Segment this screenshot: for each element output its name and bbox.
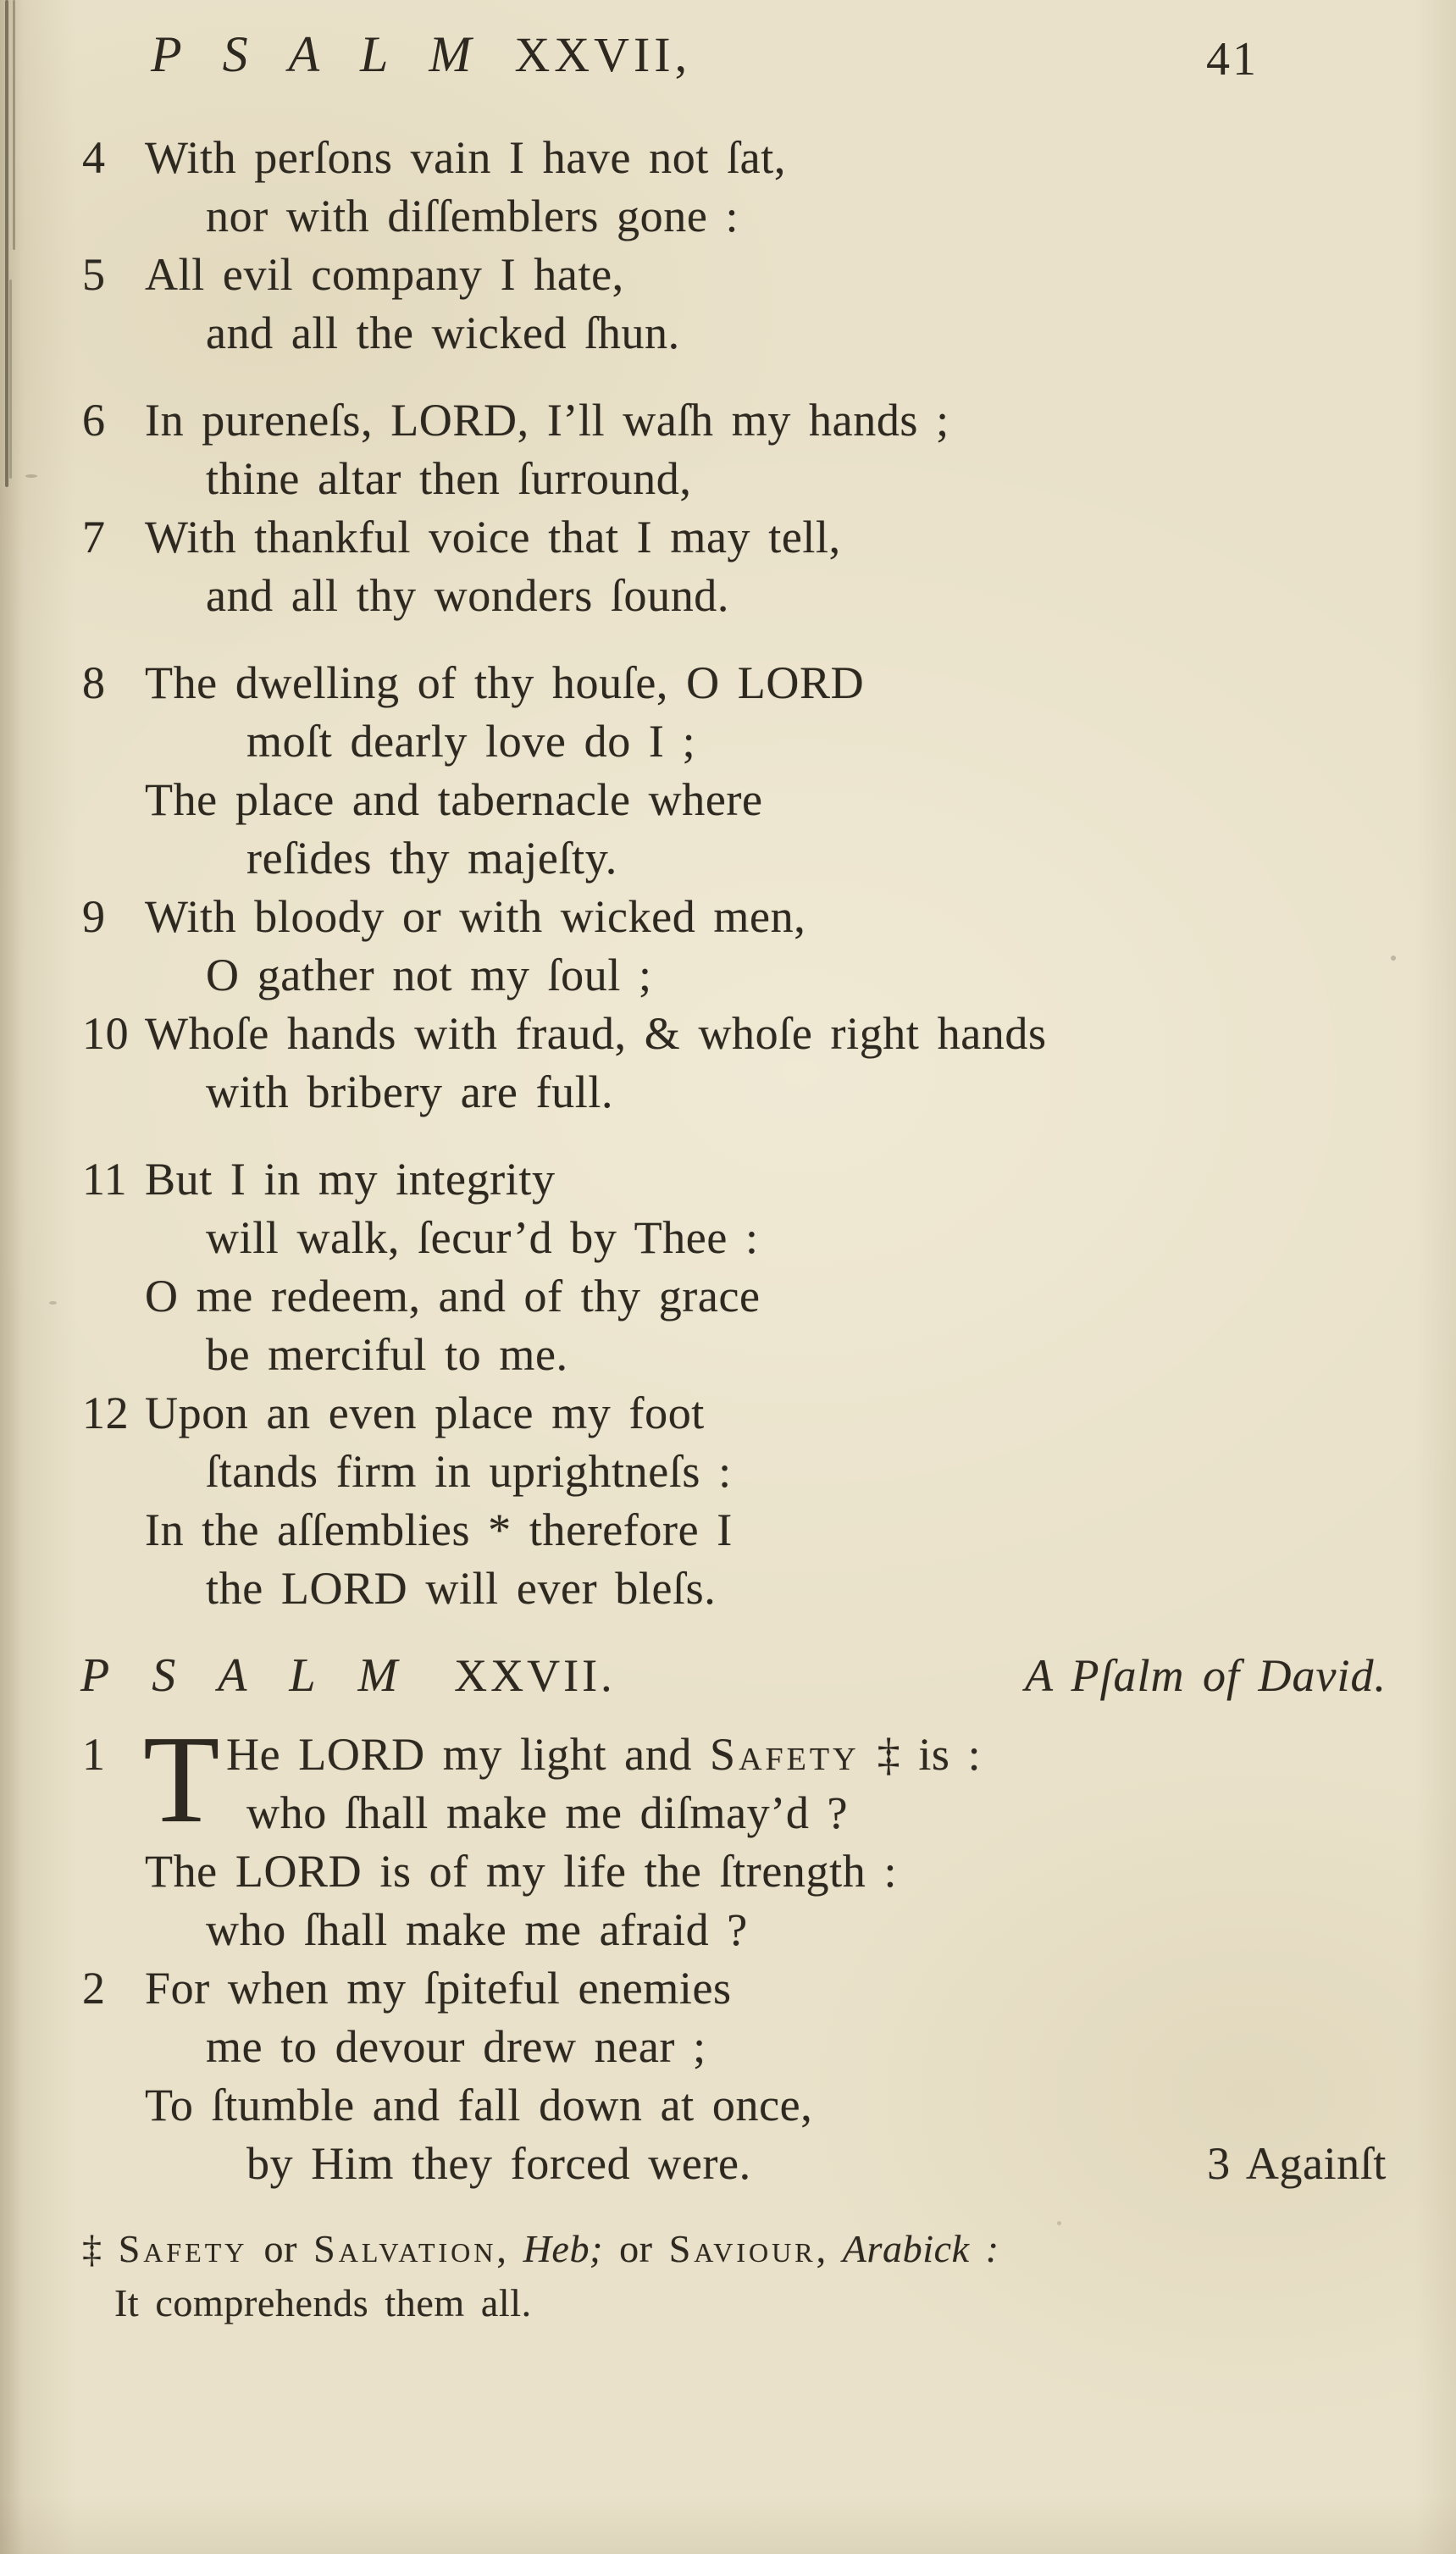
verse-text: reſides thy majeſty. xyxy=(246,833,617,884)
verse-line xyxy=(80,1209,1392,1267)
verse-number: 10 xyxy=(82,1008,130,1059)
verse-number: 6 xyxy=(82,395,106,446)
verse-line xyxy=(80,1005,1392,1063)
page-number: 41 xyxy=(1206,33,1259,86)
psalm-heading xyxy=(80,1647,1392,1705)
text-segment: Saviour xyxy=(668,2227,817,2270)
footnote xyxy=(80,2222,1392,2330)
verse-line xyxy=(80,1842,1392,1901)
stanza xyxy=(80,129,1392,363)
verse-line xyxy=(80,304,1392,363)
verse-number: 2 xyxy=(82,1963,106,2014)
running-title-number: XXVII, xyxy=(514,27,692,82)
text-segment: ‡ is : xyxy=(859,1729,982,1780)
stanza xyxy=(80,1710,1392,2193)
verse-text: be merciful to me. xyxy=(206,1329,568,1380)
verse-text: All evil company I hate, xyxy=(145,249,624,300)
verse-line xyxy=(80,712,1392,771)
verse-line xyxy=(80,2135,1392,2193)
verse-line xyxy=(80,246,1392,304)
text-segment: ‡ xyxy=(82,2227,119,2270)
footnote-line xyxy=(80,2222,1392,2276)
verse-text: In pureneſs, LORD, I’ll waſh my hands ; xyxy=(145,395,949,446)
verse-text: The dwelling of thy houſe, O LORD xyxy=(145,657,865,708)
text-segment: Safety xyxy=(710,1729,860,1780)
verse-text: me to devour drew near ; xyxy=(206,2021,706,2072)
verse-number: 12 xyxy=(82,1388,130,1438)
verse-line xyxy=(80,1384,1392,1443)
verse-text: who ſhall make me afraid ? xyxy=(206,1904,748,1955)
verse-number: 8 xyxy=(82,657,106,708)
verse-text: who ſhall make me diſmay’d ? xyxy=(246,1787,849,1838)
verse-text: nor with diſſemblers gone : xyxy=(206,191,739,241)
verse-number: 4 xyxy=(82,132,106,183)
verse-number: 11 xyxy=(82,1154,128,1205)
verse-line xyxy=(80,450,1392,508)
verse-text: will walk, ſecur’d by Thee : xyxy=(206,1212,759,1263)
verse-line xyxy=(80,1063,1392,1122)
verse-line xyxy=(80,1901,1392,1959)
verse-number: 1 xyxy=(82,1729,106,1780)
verse-text xyxy=(226,1729,981,1780)
verse-text: with bribery are full. xyxy=(206,1066,614,1117)
verse-line xyxy=(80,391,1392,450)
verse-text: thine altar then ſurround, xyxy=(206,453,692,504)
verse-text: the LORD will ever bleſs. xyxy=(206,1563,717,1614)
stanza xyxy=(80,654,1392,1122)
verse-line xyxy=(80,2076,1392,2135)
footnote-text xyxy=(82,2227,999,2270)
verse-line xyxy=(80,654,1392,712)
verse-line xyxy=(80,1560,1392,1618)
verse-text: The LORD is of my life the ſtrength : xyxy=(145,1846,898,1897)
verse-text: To ſtumble and fall down at once, xyxy=(145,2080,813,2130)
running-header xyxy=(0,25,1456,107)
verse-line xyxy=(80,888,1392,946)
verse-line xyxy=(80,829,1392,888)
verse-line xyxy=(80,1150,1392,1209)
page-speck xyxy=(49,1301,57,1305)
drop-cap: T xyxy=(143,1710,221,1849)
stanza xyxy=(80,391,1392,625)
text-segment: Heb; xyxy=(523,2227,603,2270)
verse-line xyxy=(80,1267,1392,1326)
text-segment: or xyxy=(247,2227,314,2270)
stanza xyxy=(80,1150,1392,1618)
verse-line xyxy=(80,2018,1392,2076)
text-segment: Safety xyxy=(118,2227,248,2270)
verse-line xyxy=(80,1959,1392,2018)
verse-line xyxy=(80,1326,1392,1384)
verse-text: For when my ſpiteful enemies xyxy=(145,1963,732,2014)
text-segment: , xyxy=(496,2227,523,2270)
text-block xyxy=(80,129,1392,2330)
verse-line xyxy=(80,946,1392,1005)
verse-text: With thankful voice that I may tell, xyxy=(145,512,841,562)
verse-text: With bloody or with wicked men, xyxy=(145,891,806,942)
verse-number: 9 xyxy=(82,891,106,942)
page-speck xyxy=(25,474,37,478)
verse-text: O gather not my ſoul ; xyxy=(206,950,652,1000)
verse-text: But I in my integrity xyxy=(145,1154,556,1205)
binding-mark-line xyxy=(9,280,12,479)
text-segment: Arabick : xyxy=(842,2227,999,2270)
verse-number: 7 xyxy=(82,512,106,562)
verse-text: by Him they forced were. xyxy=(246,2138,751,2189)
verse-line xyxy=(80,567,1392,625)
text-segment: , xyxy=(816,2227,843,2270)
text-segment: Salvation xyxy=(313,2227,497,2270)
psalm-heading-subtitle: A Pſalm of David. xyxy=(1025,1650,1387,1701)
verse-line xyxy=(80,771,1392,829)
running-title xyxy=(151,25,691,84)
verse-text: Upon an even place my foot xyxy=(145,1388,705,1438)
verse-text: O me redeem, and of thy grace xyxy=(145,1271,761,1321)
verse-text: The place and tabernacle where xyxy=(145,774,763,825)
psalm-heading-word: P S A L M xyxy=(80,1649,411,1702)
running-title-word: P S A L M xyxy=(151,26,486,82)
psalm-heading-number: XXVII. xyxy=(454,1650,616,1701)
verse-line xyxy=(80,1501,1392,1560)
footnote-line xyxy=(80,2276,1392,2330)
verse-text: With perſons vain I have not ſat, xyxy=(145,132,786,183)
verse-text: and all thy wonders ſound. xyxy=(206,570,730,621)
verse-line xyxy=(80,1784,1392,1842)
verse-text: Whoſe hands with fraud, & whoſe right hands xyxy=(145,1008,1047,1059)
text-segment: He LORD my light and xyxy=(226,1729,711,1780)
verse-text: In the aſſemblies * therefore I xyxy=(145,1504,733,1555)
text-segment: or xyxy=(602,2227,669,2270)
verse-text: ſtands firm in uprightneſs : xyxy=(206,1446,732,1497)
verse-line xyxy=(80,129,1392,187)
catchword: 3 Againſt xyxy=(1207,2138,1387,2189)
verse-line xyxy=(80,1443,1392,1501)
verse-text: moſt dearly love do I ; xyxy=(246,716,696,767)
verse-number: 5 xyxy=(82,249,106,300)
verse-line xyxy=(80,187,1392,246)
verse-line xyxy=(80,508,1392,567)
verse-text: and all the wicked ſhun. xyxy=(206,307,680,358)
footnote-text: It comprehends them all. xyxy=(114,2281,532,2324)
